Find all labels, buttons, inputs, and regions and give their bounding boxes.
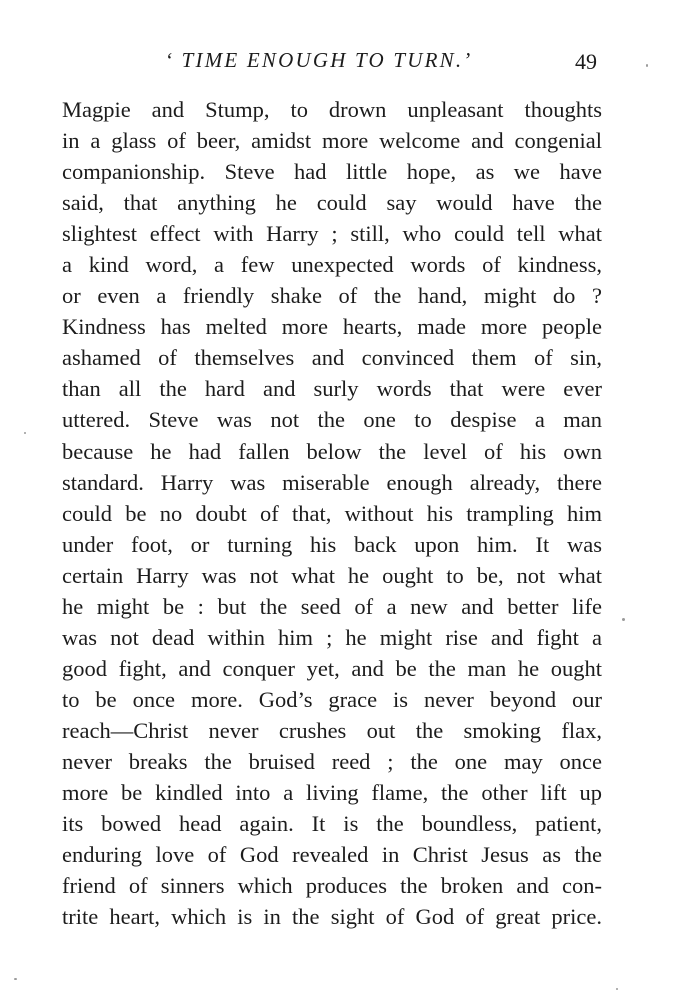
text-line: its bowed head again. It is the boundless, patient, (62, 811, 602, 837)
text-line: he might be : but the seed of a new and better life (62, 593, 602, 619)
running-head (0, 48, 677, 76)
paper-speck (616, 988, 618, 990)
text-line: or even a friendly shake of the hand, might do ? (62, 283, 602, 309)
text-line: companionship. Steve had little hope, as we have (62, 159, 602, 185)
text-line: Kindness has melted more hearts, made more people (62, 314, 602, 340)
text-line: friend of sinners which produces the broken and con- (62, 873, 602, 899)
text-line: good fight, and conquer yet, and be the man he ought (62, 655, 602, 681)
text-line: ashamed of themselves and convinced them of sin, (62, 345, 602, 371)
text-line: certain Harry was not what he ought to be, not what (62, 562, 602, 588)
text-line: standard. Harry was miserable enough already, there (62, 469, 602, 495)
text-line: reach—Christ never crushes out the smoking flax, (62, 717, 602, 743)
text-line: said, that anything he could say would have the (62, 190, 602, 216)
text-line: trite heart, which is in the sight of God of great price. (62, 904, 602, 930)
text-line: was not dead within him ; he might rise and fight a (62, 624, 602, 650)
text-line: uttered. Steve was not the one to despise a man (62, 407, 602, 433)
text-line: to be once more. God’s grace is never beyond our (62, 686, 602, 712)
text-line: enduring love of God revealed in Christ Jesus as the (62, 842, 602, 868)
paper-speck (14, 978, 17, 980)
page-number: 49 (575, 49, 597, 74)
running-title: ‘ TIME ENOUGH TO TURN.’ (165, 48, 473, 72)
text-line: in a glass of beer, amidst more welcome and congenial (62, 128, 602, 154)
paper-speck (622, 618, 625, 621)
paper-speck (646, 64, 648, 67)
text-line: more be kindled into a living flame, the other lift up (62, 780, 602, 806)
text-line: a kind word, a few unexpected words of kindness, (62, 252, 602, 278)
text-line: Magpie and Stump, to drown unpleasant thoughts (62, 97, 602, 122)
text-line: because he had fallen below the level of his own (62, 438, 602, 464)
text-line: never breaks the bruised reed ; the one may once (62, 748, 602, 774)
body-paragraph (62, 94, 602, 932)
text-line: could be no doubt of that, without his trampling him (62, 500, 602, 526)
text-line: than all the hard and surly words that were ever (62, 376, 602, 402)
text-line: slightest effect with Harry ; still, who could tell what (62, 221, 602, 247)
text-line: under foot, or turning his back upon him. It was (62, 531, 602, 557)
paper-speck (24, 432, 26, 434)
